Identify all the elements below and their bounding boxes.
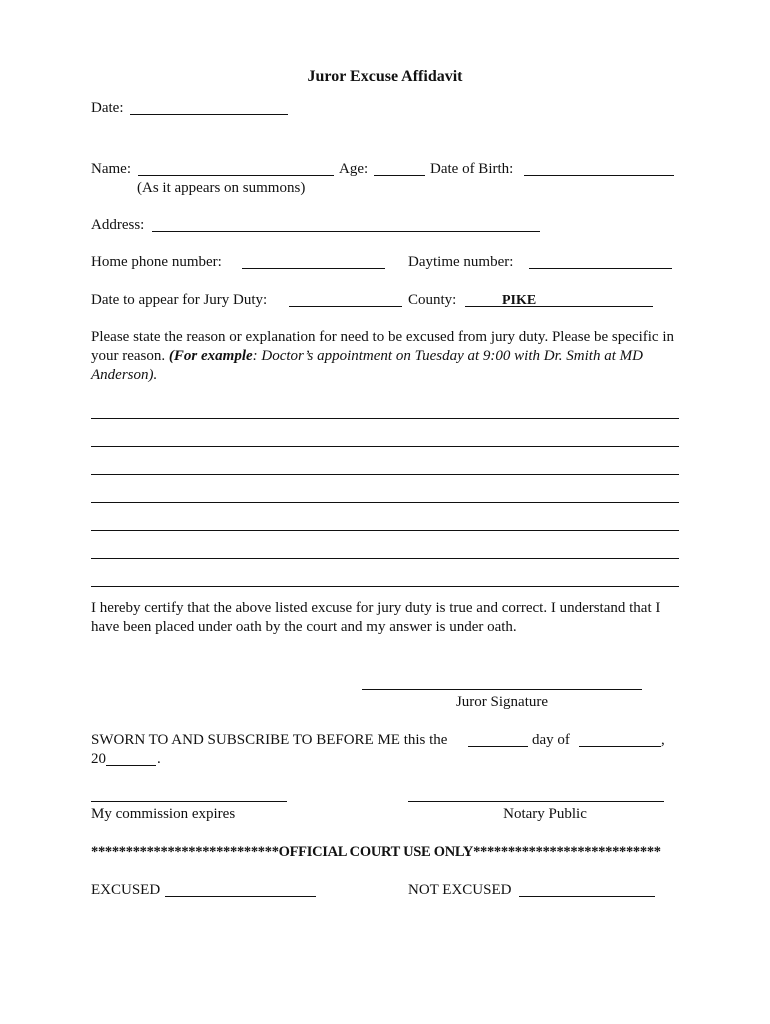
- age-label: Age:: [339, 161, 369, 177]
- daytime-label: Daytime number:: [408, 254, 514, 270]
- name-label: Name:: [91, 161, 131, 177]
- dob-label: Date of Birth:: [430, 161, 514, 177]
- not-excused-field[interactable]: [519, 896, 655, 897]
- juror-signature-field[interactable]: [362, 689, 642, 690]
- example-lead: (For example: [168, 348, 253, 364]
- date-field[interactable]: [130, 114, 288, 115]
- reason-line[interactable]: [91, 530, 679, 531]
- dob-field[interactable]: [524, 175, 674, 176]
- page-title: Juror Excuse Affidavit: [307, 68, 463, 85]
- notary-label: Notary Public: [503, 806, 587, 822]
- reason-line[interactable]: [91, 586, 679, 587]
- home-phone-field[interactable]: [242, 268, 385, 269]
- example-body: : Doctor’s appointment on Tuesday at 9:00 with Dr. Smith at MD Anderson).: [91, 348, 643, 383]
- daytime-field[interactable]: [529, 268, 672, 269]
- excused-field[interactable]: [165, 896, 316, 897]
- example-text: [91, 348, 643, 383]
- notary-field[interactable]: [408, 801, 664, 802]
- reason-line[interactable]: [91, 502, 679, 503]
- not-excused-label: NOT EXCUSED: [408, 882, 512, 898]
- reason-line[interactable]: [91, 474, 679, 475]
- reason-line[interactable]: [91, 558, 679, 559]
- home-phone-label: Home phone number:: [91, 254, 222, 270]
- sworn-text: SWORN TO AND SUBSCRIBE TO BEFORE ME this the: [91, 732, 448, 748]
- reason-line[interactable]: [91, 446, 679, 447]
- reason-instructions: [91, 328, 681, 385]
- reason-text: Please state the reason or explanation for need to be excused from jury duty. Please be specific in your reason.: [91, 329, 674, 364]
- excused-label: EXCUSED: [91, 882, 161, 898]
- juror-signature-label: Juror Signature: [455, 694, 549, 710]
- age-field[interactable]: [374, 175, 425, 176]
- name-field[interactable]: [138, 175, 334, 176]
- day-of-label: day of: [532, 732, 570, 748]
- appear-label: Date to appear for Jury Duty:: [91, 292, 268, 308]
- appear-field[interactable]: [289, 306, 402, 307]
- county-value: PIKE: [502, 293, 537, 308]
- address-label: Address:: [91, 217, 145, 233]
- address-field[interactable]: [152, 231, 540, 232]
- sworn-comma: ,: [661, 732, 665, 748]
- county-label: County:: [408, 292, 457, 308]
- sworn-day-field[interactable]: [468, 746, 528, 747]
- county-field[interactable]: [465, 306, 653, 307]
- commission-label: My commission expires: [91, 806, 236, 822]
- official-use-banner: ***************************OFFICIAL COURT USE ONLY***************************: [91, 844, 661, 860]
- reason-line[interactable]: [91, 418, 679, 419]
- sworn-period: .: [157, 751, 161, 767]
- date-label: Date:: [91, 100, 124, 116]
- name-note: (As it appears on summons): [137, 180, 306, 196]
- commission-field[interactable]: [91, 801, 287, 802]
- certify-text: I hereby certify that the above listed excuse for jury duty is true and correct. I understand that I have been placed under oath by the court and my answer is under oath.: [91, 600, 661, 635]
- year-prefix: 20: [91, 751, 106, 767]
- sworn-year-field[interactable]: [106, 765, 156, 766]
- sworn-month-field[interactable]: [579, 746, 661, 747]
